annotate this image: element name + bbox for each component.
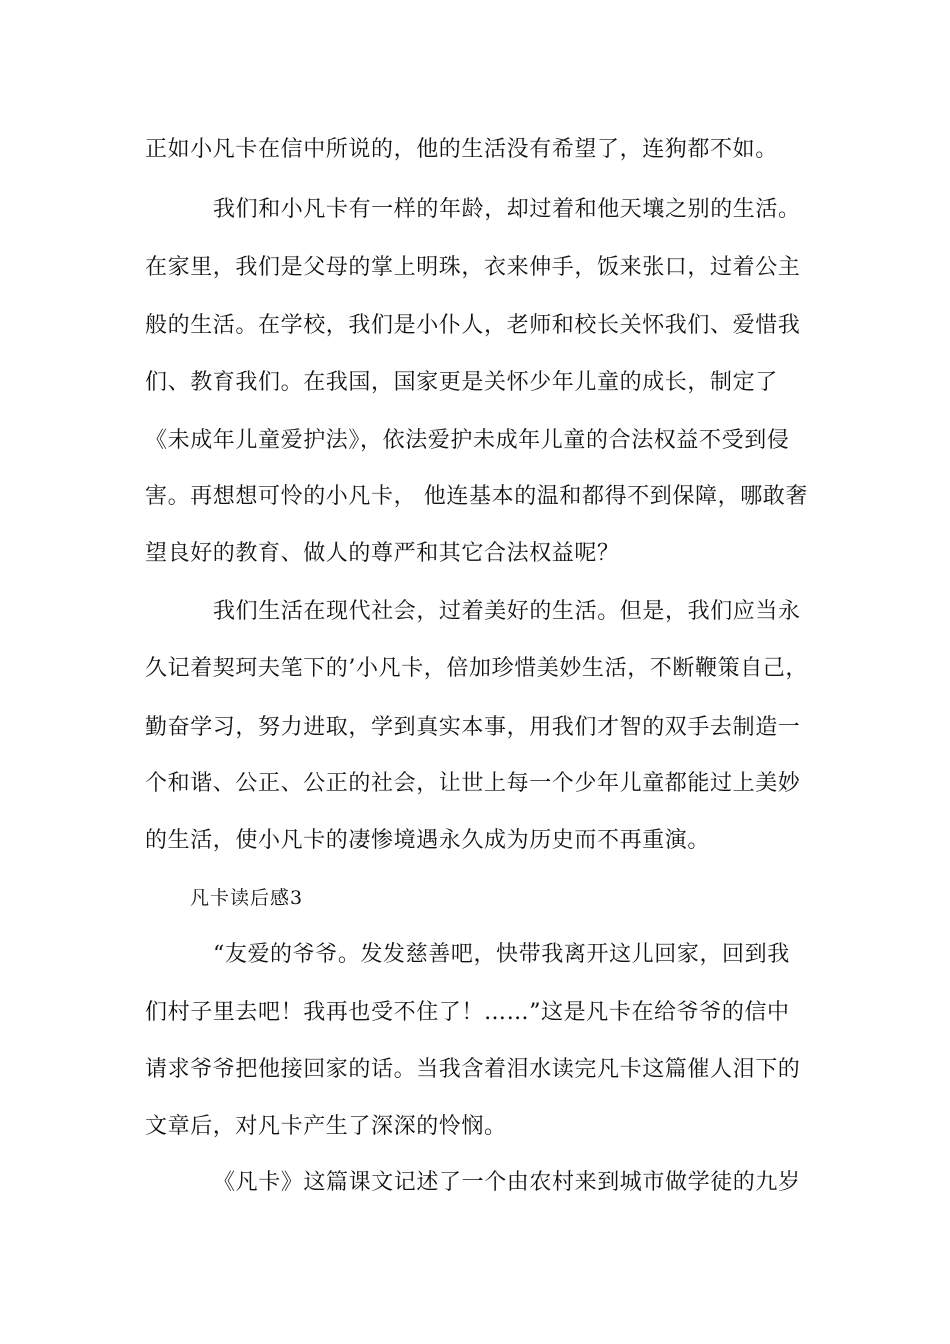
text-line: 害。再想想可怜的小凡卡， 他连基本的温和都得不到保障，哪敢奢 (145, 484, 808, 509)
text-line: 我们和小凡卡有一样的年龄，却过着和他天壤之别的生活。 (213, 197, 801, 222)
text-line: 《凡卡》这篇课文记述了一个由农村来到城市做学徒的九岁 (213, 1170, 801, 1195)
text-line: 文章后，对凡卡产生了深深的怜悯。 (145, 1114, 507, 1139)
text-line: 般的生活。在学校，我们是小仆人，老师和校长关怀我们、爱惜我 (145, 313, 801, 338)
text-line: “友爱的爷爷。发发慈善吧，快带我离开这儿回家，回到我 (213, 942, 790, 967)
text-line: 的生活，使小凡卡的凄惨境遇永久成为历史而不再重演。 (145, 828, 711, 853)
text-line: 请求爷爷把他接回家的话。当我含着泪水读完凡卡这篇催人泪下的 (145, 1057, 801, 1082)
text-line: 《未成年儿童爱护法》，依法爱护未成年儿童的合法权益不受到侵 (145, 428, 790, 453)
text-line: 们村子里去吧！我再也受不住了！……”这是凡卡在给爷爷的信中 (145, 1000, 790, 1025)
text-line: 个和谐、公正、公正的社会，让世上每一个少年儿童都能过上美妙 (145, 771, 801, 796)
text-line: 勤奋学习，努力进取，学到真实本事，用我们才智的双手去制造一 (145, 715, 801, 740)
text-line: 们、教育我们。在我国，国家更是关怀少年儿童的成长，制定了 (145, 370, 778, 395)
text-line: 我们生活在现代社会，过着美好的生活。但是，我们应当永 (213, 599, 801, 624)
text-line: 望良好的教育、做人的尊严和其它合法权益呢？ (145, 541, 620, 566)
section-heading: 凡卡读后感3 (190, 887, 304, 909)
text-line: 在家里，我们是父母的掌上明珠，衣来伸手，饭来张口，过着公主 (145, 255, 801, 280)
text-line: 久记着契珂夫笔下的’小凡卡，倍加珍惜美妙生活，不断鞭策自己， (145, 656, 808, 681)
text-line: 正如小凡卡在信中所说的，他的生活没有希望了，连狗都不如。 (145, 137, 778, 162)
